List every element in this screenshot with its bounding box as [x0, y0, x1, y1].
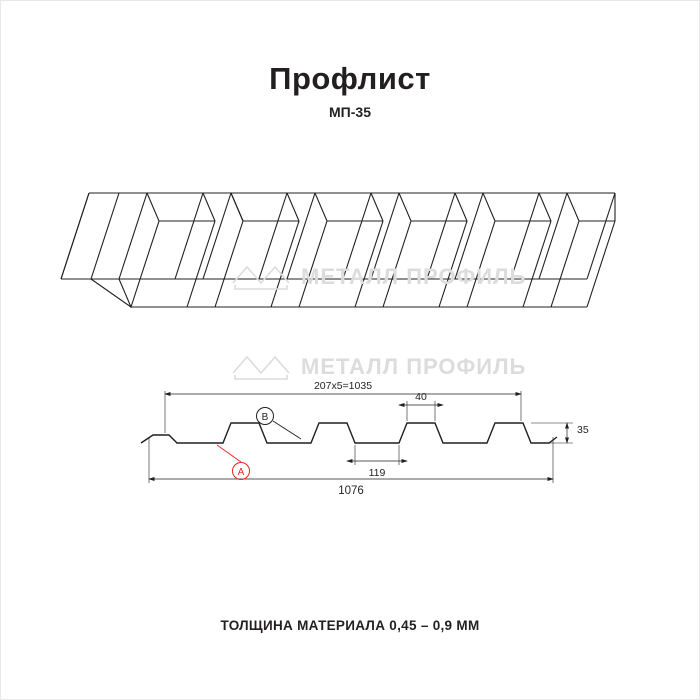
dim-overall-width: 1076	[338, 485, 364, 497]
model-label: МП-35	[329, 104, 371, 120]
svg-text:МЕТАЛЛ ПРОФИЛЬ: МЕТАЛЛ ПРОФИЛЬ	[301, 354, 527, 379]
callout-a-label: A	[237, 467, 245, 478]
material-thickness-note: ТОЛЩИНА МАТЕРИАЛА 0,45 – 0,9 ММ	[220, 618, 480, 633]
isometric-profile-drawing	[1, 151, 700, 321]
page-title: Профлист	[269, 61, 431, 96]
dim-rib-bottom: 119	[368, 467, 386, 479]
callout-a	[217, 445, 250, 480]
dim-pitch-total: 207х5=1035	[313, 380, 373, 392]
cross-section-drawing	[1, 361, 700, 501]
svg-text:МЕТАЛЛ ПРОФИЛЬ: МЕТАЛЛ ПРОФИЛЬ	[301, 264, 527, 289]
dim-height: 35	[577, 424, 589, 436]
callout-b-label: B	[261, 412, 269, 423]
dim-rib-top: 40	[415, 391, 427, 403]
